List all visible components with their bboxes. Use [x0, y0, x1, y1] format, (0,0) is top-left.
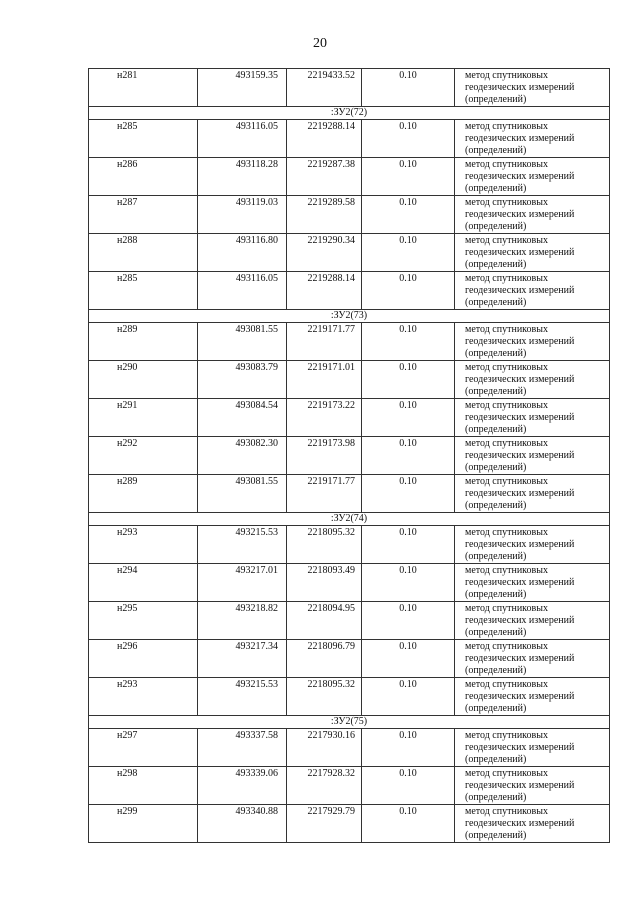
method-cell-text: метод спутниковых геодезических измерений (определений): [465, 768, 575, 803]
x-coordinate-cell-text: 493215.53: [235, 527, 278, 538]
point-id-cell: [89, 678, 198, 716]
parcel-group-row: [89, 716, 610, 729]
method-cell: [455, 678, 610, 716]
parcel-group-row: [89, 310, 610, 323]
point-id-cell-text: н296: [117, 641, 138, 652]
method-cell: [455, 729, 610, 767]
error-cell: [362, 361, 455, 399]
point-id-cell: [89, 361, 198, 399]
method-cell: [455, 272, 610, 310]
method-cell: [455, 234, 610, 272]
point-id-cell-text: н299: [117, 806, 138, 817]
x-coordinate-cell-text: 493118.28: [235, 159, 278, 170]
x-coordinate-cell-text: 493081.55: [235, 324, 278, 335]
method-cell: [455, 158, 610, 196]
parcel-group-label: :ЗУ2(72): [89, 107, 610, 120]
x-coordinate-cell-text: 493339.06: [235, 768, 278, 779]
error-cell-text: 0.10: [399, 235, 417, 246]
error-cell: [362, 729, 455, 767]
error-cell-text: 0.10: [399, 324, 417, 335]
x-coordinate-cell: [198, 69, 287, 107]
y-coordinate-cell-text: 2217930.16: [307, 730, 355, 741]
parcel-group-row: [89, 107, 610, 120]
method-cell: [455, 323, 610, 361]
x-coordinate-cell-text: 493119.03: [235, 197, 278, 208]
x-coordinate-cell-text: 493215.53: [235, 679, 278, 690]
point-id-cell-text: н291: [117, 400, 138, 411]
error-cell-text: 0.10: [399, 565, 417, 576]
table-row: [89, 526, 610, 564]
method-cell-text: метод спутниковых геодезических измерений (определений): [465, 324, 575, 359]
x-coordinate-cell: [198, 361, 287, 399]
method-cell-text: метод спутниковых геодезических измерений (определений): [465, 527, 575, 562]
table-row: [89, 475, 610, 513]
y-coordinate-cell-text: 2219287.38: [307, 159, 355, 170]
x-coordinate-cell: [198, 158, 287, 196]
y-coordinate-cell-text: 2217929.79: [307, 806, 355, 817]
error-cell-text: 0.10: [399, 641, 417, 652]
method-cell-text: метод спутниковых геодезических измерений (определений): [465, 159, 575, 194]
error-cell-text: 0.10: [399, 159, 417, 170]
x-coordinate-cell-text: 493116.05: [235, 273, 278, 284]
x-coordinate-cell-text: 493218.82: [235, 603, 278, 614]
table-row: [89, 69, 610, 107]
y-coordinate-cell: [287, 678, 362, 716]
point-id-cell: [89, 272, 198, 310]
method-cell: [455, 640, 610, 678]
x-coordinate-cell-text: 493081.55: [235, 476, 278, 487]
method-cell-text: метод спутниковых геодезических измерений (определений): [465, 70, 575, 105]
error-cell: [362, 602, 455, 640]
method-cell-text: метод спутниковых геодезических измерений (определений): [465, 603, 575, 638]
y-coordinate-cell-text: 2219290.34: [307, 235, 355, 246]
error-cell-text: 0.10: [399, 438, 417, 449]
y-coordinate-cell-text: 2219288.14: [307, 121, 355, 132]
table-row: [89, 805, 610, 843]
y-coordinate-cell: [287, 272, 362, 310]
point-id-cell: [89, 399, 198, 437]
table-row: [89, 564, 610, 602]
method-cell-text: метод спутниковых геодезических измерений (определений): [465, 641, 575, 676]
point-id-cell-text: н288: [117, 235, 138, 246]
error-cell: [362, 564, 455, 602]
error-cell-text: 0.10: [399, 603, 417, 614]
x-coordinate-cell: [198, 399, 287, 437]
error-cell-text: 0.10: [399, 679, 417, 690]
error-cell: [362, 399, 455, 437]
y-coordinate-cell-text: 2219171.77: [307, 324, 355, 335]
error-cell: [362, 526, 455, 564]
point-id-cell-text: н293: [117, 679, 138, 690]
point-id-cell-text: н285: [117, 273, 138, 284]
x-coordinate-cell: [198, 120, 287, 158]
table-row: [89, 437, 610, 475]
y-coordinate-cell-text: 2219288.14: [307, 273, 355, 284]
point-id-cell-text: н294: [117, 565, 138, 576]
y-coordinate-cell: [287, 564, 362, 602]
table-row: [89, 272, 610, 310]
method-cell: [455, 475, 610, 513]
x-coordinate-cell: [198, 640, 287, 678]
point-id-cell-text: н290: [117, 362, 138, 373]
error-cell-text: 0.10: [399, 768, 417, 779]
y-coordinate-cell-text: 2218094.95: [307, 603, 355, 614]
y-coordinate-cell-text: 2218095.32: [307, 679, 355, 690]
point-id-cell: [89, 196, 198, 234]
y-coordinate-cell: [287, 196, 362, 234]
point-id-cell-text: н295: [117, 603, 138, 614]
point-id-cell-text: н297: [117, 730, 138, 741]
y-coordinate-cell-text: 2218093.49: [307, 565, 355, 576]
coordinates-table: [88, 68, 610, 843]
point-id-cell: [89, 564, 198, 602]
y-coordinate-cell: [287, 323, 362, 361]
error-cell-text: 0.10: [399, 527, 417, 538]
x-coordinate-cell-text: 493340.88: [235, 806, 278, 817]
error-cell: [362, 272, 455, 310]
point-id-cell: [89, 323, 198, 361]
table-row: [89, 323, 610, 361]
x-coordinate-cell: [198, 437, 287, 475]
point-id-cell: [89, 234, 198, 272]
method-cell-text: метод спутниковых геодезических измерений (определений): [465, 438, 575, 473]
point-id-cell: [89, 69, 198, 107]
table-row: [89, 196, 610, 234]
x-coordinate-cell-text: 493217.01: [235, 565, 278, 576]
error-cell-text: 0.10: [399, 400, 417, 411]
x-coordinate-cell: [198, 272, 287, 310]
method-cell: [455, 437, 610, 475]
table-row: [89, 120, 610, 158]
x-coordinate-cell: [198, 323, 287, 361]
y-coordinate-cell: [287, 475, 362, 513]
point-id-cell: [89, 805, 198, 843]
point-id-cell: [89, 526, 198, 564]
y-coordinate-cell-text: 2218095.32: [307, 527, 355, 538]
y-coordinate-cell: [287, 640, 362, 678]
point-id-cell: [89, 767, 198, 805]
x-coordinate-cell: [198, 678, 287, 716]
x-coordinate-cell-text: 493337.58: [235, 730, 278, 741]
table-row: [89, 640, 610, 678]
error-cell-text: 0.10: [399, 806, 417, 817]
point-id-cell-text: н293: [117, 527, 138, 538]
error-cell-text: 0.10: [399, 476, 417, 487]
error-cell: [362, 234, 455, 272]
x-coordinate-cell-text: 493217.34: [235, 641, 278, 652]
y-coordinate-cell-text: 2219289.58: [307, 197, 355, 208]
method-cell: [455, 69, 610, 107]
error-cell: [362, 437, 455, 475]
method-cell-text: метод спутниковых геодезических измерений (определений): [465, 273, 575, 308]
method-cell-text: метод спутниковых геодезических измерений (определений): [465, 197, 575, 232]
parcel-group-row: [89, 513, 610, 526]
error-cell: [362, 678, 455, 716]
y-coordinate-cell: [287, 602, 362, 640]
table-row: [89, 361, 610, 399]
method-cell: [455, 196, 610, 234]
y-coordinate-cell: [287, 158, 362, 196]
table-row: [89, 602, 610, 640]
point-id-cell-text: н286: [117, 159, 138, 170]
x-coordinate-cell: [198, 564, 287, 602]
y-coordinate-cell: [287, 526, 362, 564]
method-cell-text: метод спутниковых геодезических измерений (определений): [465, 806, 575, 841]
x-coordinate-cell-text: 493084.54: [235, 400, 278, 411]
coordinates-table-body: [89, 69, 610, 843]
x-coordinate-cell: [198, 196, 287, 234]
table-row: [89, 234, 610, 272]
y-coordinate-cell-text: 2219171.77: [307, 476, 355, 487]
method-cell: [455, 564, 610, 602]
method-cell: [455, 602, 610, 640]
error-cell: [362, 323, 455, 361]
x-coordinate-cell-text: 493116.05: [235, 121, 278, 132]
parcel-group-label: :ЗУ2(73): [89, 310, 610, 323]
error-cell: [362, 805, 455, 843]
method-cell-text: метод спутниковых геодезических измерений (определений): [465, 235, 575, 270]
method-cell-text: метод спутниковых геодезических измерений (определений): [465, 476, 575, 511]
x-coordinate-cell-text: 493082.30: [235, 438, 278, 449]
error-cell-text: 0.10: [399, 121, 417, 132]
point-id-cell: [89, 602, 198, 640]
error-cell-text: 0.10: [399, 197, 417, 208]
x-coordinate-cell-text: 493116.80: [235, 235, 278, 246]
point-id-cell-text: н285: [117, 121, 138, 132]
y-coordinate-cell: [287, 729, 362, 767]
x-coordinate-cell-text: 493083.79: [235, 362, 278, 373]
error-cell: [362, 120, 455, 158]
point-id-cell-text: н289: [117, 324, 138, 335]
error-cell: [362, 640, 455, 678]
x-coordinate-cell: [198, 526, 287, 564]
y-coordinate-cell-text: 2219173.98: [307, 438, 355, 449]
point-id-cell: [89, 120, 198, 158]
y-coordinate-cell: [287, 437, 362, 475]
method-cell-text: метод спутниковых геодезических измерений (определений): [465, 121, 575, 156]
method-cell-text: метод спутниковых геодезических измерений (определений): [465, 679, 575, 714]
method-cell-text: метод спутниковых геодезических измерений (определений): [465, 565, 575, 600]
point-id-cell: [89, 475, 198, 513]
x-coordinate-cell: [198, 767, 287, 805]
table-row: [89, 729, 610, 767]
method-cell-text: метод спутниковых геодезических измерений (определений): [465, 730, 575, 765]
error-cell: [362, 475, 455, 513]
point-id-cell-text: н298: [117, 768, 138, 779]
error-cell: [362, 158, 455, 196]
method-cell-text: метод спутниковых геодезических измерений (определений): [465, 362, 575, 397]
error-cell-text: 0.10: [399, 362, 417, 373]
x-coordinate-cell: [198, 475, 287, 513]
error-cell-text: 0.10: [399, 730, 417, 741]
y-coordinate-cell: [287, 120, 362, 158]
y-coordinate-cell: [287, 805, 362, 843]
error-cell: [362, 69, 455, 107]
y-coordinate-cell: [287, 361, 362, 399]
y-coordinate-cell-text: 2217928.32: [307, 768, 355, 779]
table-row: [89, 678, 610, 716]
point-id-cell-text: н281: [117, 70, 138, 81]
point-id-cell-text: н289: [117, 476, 138, 487]
error-cell: [362, 767, 455, 805]
method-cell: [455, 805, 610, 843]
y-coordinate-cell: [287, 767, 362, 805]
x-coordinate-cell-text: 493159.35: [235, 70, 278, 81]
point-id-cell-text: н292: [117, 438, 138, 449]
parcel-group-label: :ЗУ2(75): [89, 716, 610, 729]
table-row: [89, 767, 610, 805]
error-cell-text: 0.10: [399, 70, 417, 81]
x-coordinate-cell: [198, 729, 287, 767]
error-cell-text: 0.10: [399, 273, 417, 284]
method-cell: [455, 767, 610, 805]
method-cell: [455, 120, 610, 158]
y-coordinate-cell: [287, 234, 362, 272]
y-coordinate-cell-text: 2219433.52: [307, 70, 355, 81]
page-number: 20: [313, 36, 327, 51]
point-id-cell: [89, 437, 198, 475]
y-coordinate-cell: [287, 399, 362, 437]
x-coordinate-cell: [198, 805, 287, 843]
y-coordinate-cell-text: 2219173.22: [307, 400, 355, 411]
point-id-cell-text: н287: [117, 197, 138, 208]
method-cell: [455, 526, 610, 564]
table-row: [89, 399, 610, 437]
point-id-cell: [89, 158, 198, 196]
y-coordinate-cell-text: 2218096.79: [307, 641, 355, 652]
point-id-cell: [89, 640, 198, 678]
error-cell: [362, 196, 455, 234]
point-id-cell: [89, 729, 198, 767]
y-coordinate-cell: [287, 69, 362, 107]
parcel-group-label: :ЗУ2(74): [89, 513, 610, 526]
method-cell-text: метод спутниковых геодезических измерений (определений): [465, 400, 575, 435]
x-coordinate-cell: [198, 234, 287, 272]
method-cell: [455, 399, 610, 437]
method-cell: [455, 361, 610, 399]
table-row: [89, 158, 610, 196]
y-coordinate-cell-text: 2219171.01: [307, 362, 355, 373]
x-coordinate-cell: [198, 602, 287, 640]
